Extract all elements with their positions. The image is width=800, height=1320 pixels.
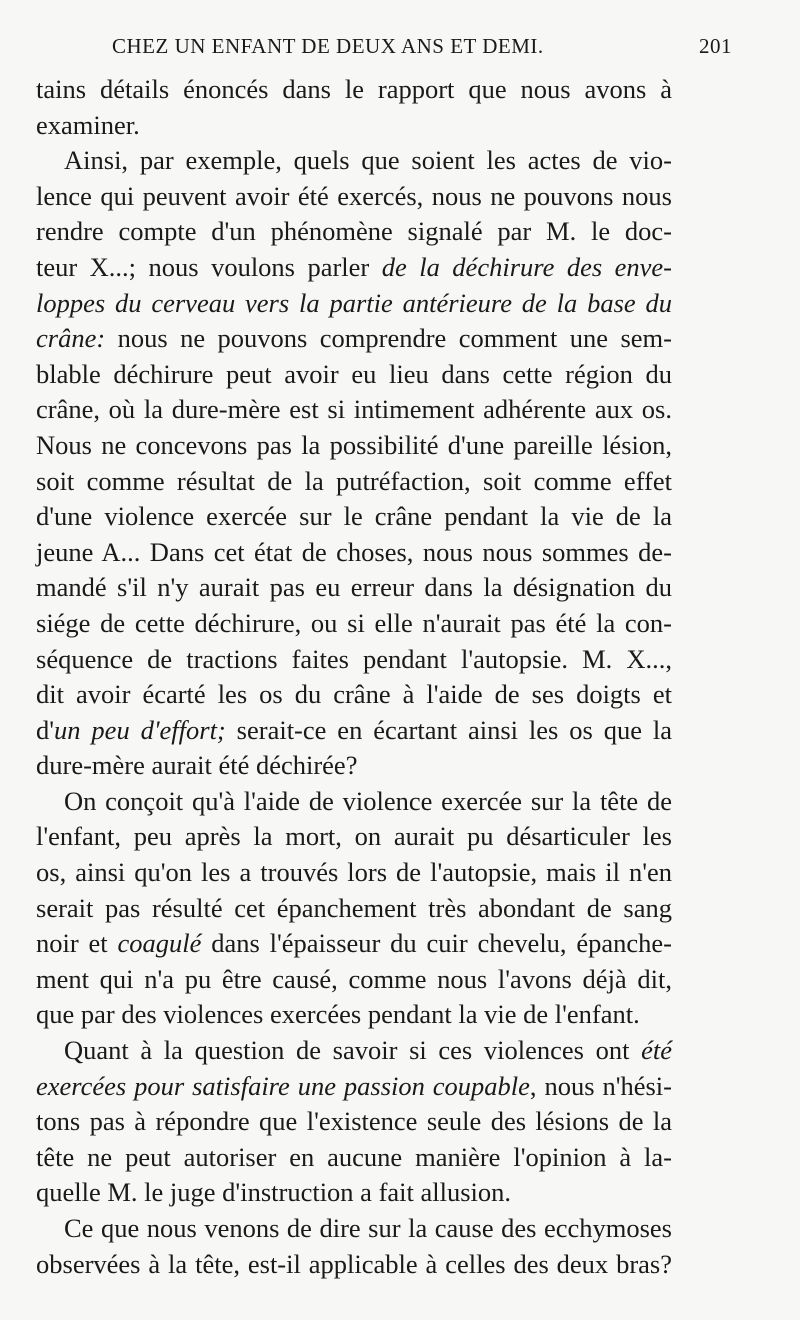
text-line: jeune A... Dans cet état de choses, nous nous sommes de-	[36, 536, 672, 567]
text-line: mandé s'il n'y aurait pas eu erreur dans la désignation du	[36, 572, 672, 603]
italic-phrase: coagulé	[117, 928, 202, 959]
text-line: Nous ne concevons pas la possibilité d'une pareille lésion,	[36, 429, 672, 460]
text-line: que par des violences exercées pendant la vie de l'enfant.	[36, 999, 640, 1030]
italic-phrase: loppes du cerveau vers la partie antérieure de la base du	[36, 287, 672, 318]
text-line: On conçoit qu'à l'aide de violence exercée sur la tête de	[64, 785, 672, 816]
page-number: 201	[699, 34, 732, 58]
text-line	[36, 926, 672, 962]
italic-phrase: crâne:	[36, 323, 106, 354]
text-line	[36, 321, 672, 357]
text-line: blable déchirure peut avoir eu lieu dans cette région du	[36, 358, 672, 389]
italic-phrase: de la déchirure des enve-	[381, 251, 672, 282]
text-segment: teur X...; nous voulons parler	[36, 251, 382, 282]
running-head: CHEZ UN ENFANT DE DEUX ANS ET DEMI.	[112, 34, 544, 58]
text-line: soit comme résultat de la putréfaction, soit comme effet	[36, 465, 672, 496]
text-segment: dans l'épaisseur du cuir chevelu, épanche-	[201, 928, 673, 959]
paragraph-1	[36, 72, 672, 143]
text-line: examiner.	[36, 109, 140, 140]
text-line: Ainsi, par exemple, quels que soient les actes de vio-	[64, 145, 672, 176]
paragraph-5	[36, 1211, 672, 1282]
text-line: l'enfant, peu après la mort, on aurait pu désarticuler les	[36, 821, 672, 852]
italic-phrase: exercées pour satisfaire une passion coupable	[36, 1070, 530, 1101]
text-segment: d'	[36, 714, 55, 745]
text-segment: nous ne pouvons comprendre comment une sem-	[105, 323, 672, 354]
text-line: serait pas résulté cet épanchement très abondant de sang	[36, 892, 672, 923]
paragraph-4	[36, 1033, 672, 1211]
italic-phrase: été	[641, 1035, 672, 1066]
text-line: séquence de tractions faites pendant l'autopsie. M. X...,	[36, 643, 672, 674]
text-segment: , nous n'hési-	[529, 1070, 672, 1101]
text-line: siége de cette déchirure, ou si elle n'aurait pas été la con-	[36, 607, 672, 638]
text-line	[36, 1069, 672, 1105]
text-line: dit avoir écarté les os du crâne à l'aide de ses doigts et	[36, 679, 672, 710]
text-line: ment qui n'a pu être causé, comme nous l'avons déjà dit,	[36, 963, 672, 994]
text-line: observées à la tête, est-il applicable à celles des deux bras?	[36, 1248, 672, 1279]
text-line	[36, 1033, 672, 1069]
text-line: os, ainsi qu'on les a trouvés lors de l'autopsie, mais il n'en	[36, 857, 672, 888]
text-line: tains détails énoncés dans le rapport que nous avons à	[36, 74, 672, 104]
text-line: crâne, où la dure-mère est si intimement adhérente aux os.	[36, 394, 672, 425]
text-segment: noir et	[36, 928, 118, 959]
text-line: rendre compte d'un phénomène signalé par M. le doc-	[36, 216, 672, 247]
paragraph-2	[36, 143, 672, 784]
paragraph-3	[36, 784, 672, 1033]
text-line: dure-mère aurait été déchirée?	[36, 750, 358, 781]
text-line: tête ne peut autoriser en aucune manière l'opinion à la-	[36, 1141, 672, 1172]
text-line	[36, 250, 672, 286]
text-line: tons pas à répondre que l'existence seule des lésions de la	[36, 1106, 672, 1137]
body-text	[36, 72, 672, 1282]
text-line	[36, 713, 672, 749]
text-line: lence qui peuvent avoir été exercés, nous ne pouvons nous	[36, 180, 672, 211]
text-segment: Quant à la question de savoir si ces violences ont	[64, 1035, 642, 1066]
text-line	[36, 286, 672, 322]
text-line: quelle M. le juge d'instruction a fait allusion.	[36, 1177, 512, 1208]
text-line: d'une violence exercée sur le crâne pendant la vie de la	[36, 501, 672, 532]
text-line: Ce que nous venons de dire sur la cause des ecchymoses	[64, 1213, 672, 1243]
italic-phrase: un peu d'effort;	[54, 714, 226, 745]
page-header	[112, 30, 732, 66]
text-segment: serait-ce en écartant ainsi les os que la	[225, 714, 673, 745]
